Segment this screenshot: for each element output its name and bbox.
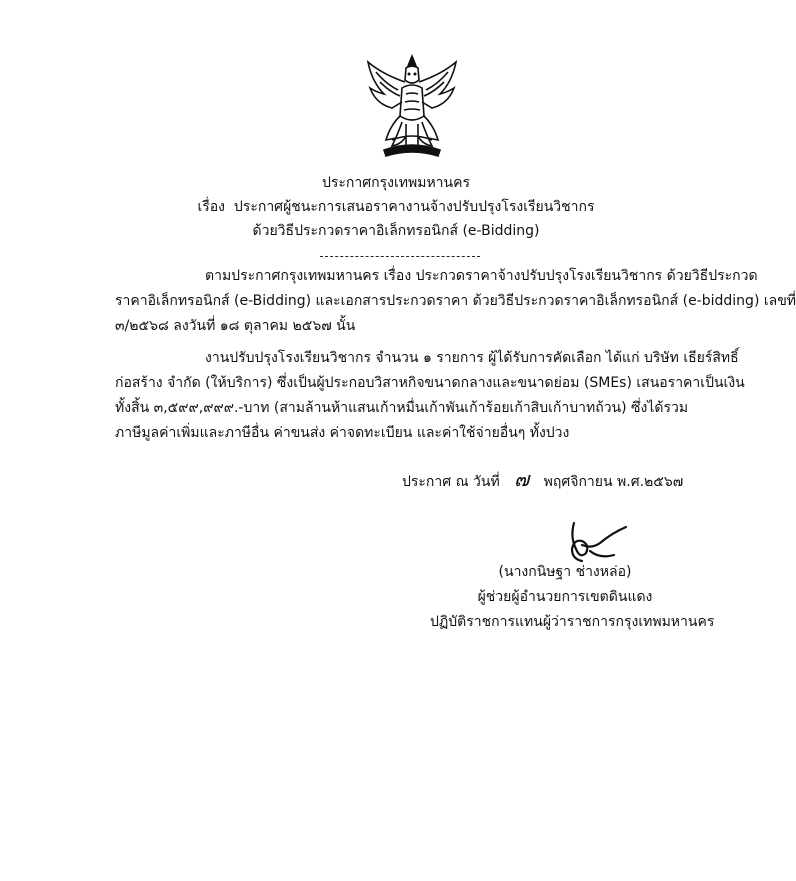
signer-position: ผู้ช่วยผู้อำนวยการเขตดินแดง [477, 589, 653, 605]
issuer-title: ประกาศกรุงเทพมหานคร [322, 175, 470, 191]
garuda-emblem [362, 52, 462, 160]
signature-block [430, 560, 715, 635]
paragraph-1 [115, 264, 796, 339]
header-divider [320, 256, 480, 257]
subject-label: เรื่อง [197, 199, 226, 215]
method-line: ด้วยวิธีประกวดราคาอิเล็กทรอนิกส์ (e-Bidding) [252, 223, 540, 239]
paragraph-1-line: ๓/๒๕๖๘ ลงวันที่ ๑๘ ตุลาคม ๒๕๖๗ นั้น [115, 318, 356, 334]
paragraph-2-line: งานปรับปรุงโรงเรียนวิชากร จำนวน ๑ รายการ ผู้ได้รับการคัดเลือก ได้แก่ บริษัท เธียร์สิทธิ์ [205, 350, 739, 366]
paragraph-2-line: ภาษีมูลค่าเพิ่มและภาษีอื่น ค่าขนส่ง ค่าจดทะเบียน และค่าใช้จ่ายอื่นๆ ทั้งปวง [115, 425, 570, 441]
paragraph-2-line: ทั้งสิ้น ๓,๕๙๙,๙๙๙.-บาท (สามล้านห้าแสนเก้าหมื่นเก้าพันเก้าร้อยเก้าสิบเก้าบาทถ้วน) ซึ่งได้รวม [115, 400, 689, 416]
signer-name: (นางกนิษฐา ช่างหล่อ) [498, 564, 632, 580]
date-label: ประกาศ ณ วันที่ [402, 474, 500, 490]
date-line [402, 467, 684, 491]
subject-text: ประกาศผู้ชนะการเสนอราคางานจ้างปรับปรุงโรงเรียนวิชากร [233, 199, 595, 215]
paragraph-2 [115, 346, 745, 446]
signer-acting: ปฏิบัติราชการแทนผู้ว่าราชการกรุงเทพมหานคร [430, 614, 715, 630]
paragraph-1-line: ตามประกาศกรุงเทพมหานคร เรื่อง ประกวดราคาจ้างปรับปรุงโรงเรียนวิชากร ด้วยวิธีประกวด [205, 268, 758, 284]
subject-line [0, 198, 792, 216]
date-month-year: พฤศจิกายน พ.ศ.๒๕๖๗ [543, 474, 684, 490]
paragraph-2-line: ก่อสร้าง จำกัด (ให้บริการ) ซึ่งเป็นผู้ประกอบวิสาหกิจขนาดกลางและขนาดย่อม (SMEs) เสนอราคาเป็นเงิน [115, 375, 745, 391]
date-day: ๗ [514, 467, 530, 491]
paragraph-1-line: ราคาอิเล็กทรอนิกส์ (e-Bidding) และเอกสารประกวดราคา ด้วยวิธีประกวดราคาอิเล็กทรอนิกส์ (e-bidding) เลขที่ [115, 293, 796, 309]
